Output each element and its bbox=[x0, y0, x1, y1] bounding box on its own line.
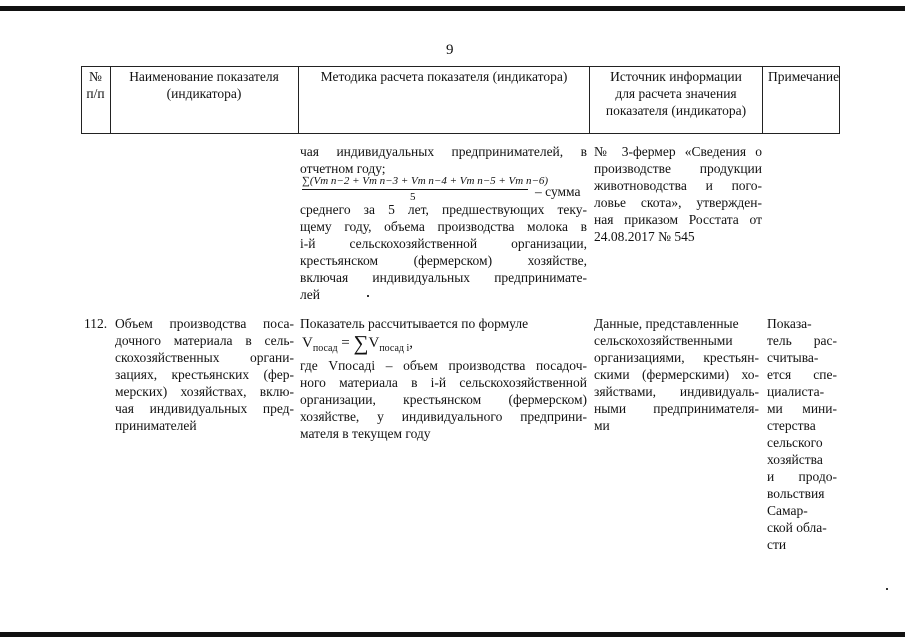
text-line: чая индивидуальных пред- bbox=[115, 401, 294, 416]
formula-comma: , bbox=[409, 335, 414, 351]
text-line: организации, крестьянском (фермерском) bbox=[300, 392, 587, 407]
text-line: сельского bbox=[767, 435, 823, 450]
header-method: Методика расчета показателя (индикатора) bbox=[320, 69, 568, 84]
text-line: среднего за 5 лет, предшествующих теку- bbox=[300, 202, 587, 217]
note-text bbox=[767, 315, 837, 553]
text-line: крестьянском (фермерском) хозяйстве, bbox=[300, 253, 587, 268]
text-line: зациях, крестьянских (фер- bbox=[115, 367, 294, 382]
col-divider bbox=[81, 66, 82, 134]
row-number: 112. bbox=[84, 316, 108, 331]
text-line: ными предпринимателя- bbox=[594, 401, 759, 416]
col-divider bbox=[298, 66, 299, 134]
text-line: ловье скота», утвержден- bbox=[594, 195, 762, 210]
text-line: организациями, крестьян- bbox=[594, 350, 759, 365]
formula-lhs: V bbox=[302, 335, 313, 351]
text-line: зяйствами, индивидуаль- bbox=[594, 384, 759, 399]
bottom-border bbox=[0, 632, 905, 637]
fraction-denominator: 5 bbox=[410, 191, 416, 203]
text-line: сти bbox=[767, 537, 787, 552]
scan-speck bbox=[367, 295, 369, 297]
col-divider bbox=[110, 66, 111, 134]
text-line: хозяйстве, у индивидуального предприни- bbox=[300, 409, 587, 424]
text-line: № 3-фермер «Сведения о bbox=[594, 144, 762, 159]
formula bbox=[302, 331, 413, 356]
text-line: производстве продукции bbox=[594, 161, 762, 176]
text-line: циалиста- bbox=[767, 384, 825, 399]
text-line: 24.08.2017 № 545 bbox=[594, 229, 695, 244]
text-line: ской обла- bbox=[767, 520, 827, 535]
text-line: где Vпосадi – объем производства посадоч- bbox=[300, 358, 587, 373]
method-intro: Показатель рассчитывается по формуле bbox=[300, 316, 529, 331]
text-line: хозяйства bbox=[767, 452, 823, 467]
text-line: чая индивидуальных предпринимателей, в bbox=[300, 144, 587, 159]
col-divider bbox=[762, 66, 763, 134]
continued-method-text bbox=[300, 143, 587, 177]
sum-label: – сумма bbox=[535, 184, 581, 199]
text-line: вольствия bbox=[767, 486, 825, 501]
text-line: Показа- bbox=[767, 316, 812, 331]
table-top-line bbox=[81, 66, 840, 67]
header-number: № п/п bbox=[86, 69, 105, 101]
text-line: мерских) хозяйствах, вклю- bbox=[115, 384, 294, 399]
text-line: считыва- bbox=[767, 350, 819, 365]
top-border bbox=[0, 6, 905, 11]
text-line: и продо- bbox=[767, 469, 837, 484]
continued-method-text-2 bbox=[300, 201, 587, 303]
text-line: лей bbox=[300, 287, 320, 302]
fraction-bar bbox=[302, 189, 528, 190]
continued-source-text bbox=[594, 143, 762, 245]
col-divider bbox=[589, 66, 590, 134]
formula-lhs-sub: посад bbox=[312, 343, 338, 354]
text-line: ного материала в i-й сельскохозяйственной bbox=[300, 375, 587, 390]
formula-rhs: V bbox=[368, 335, 380, 351]
fraction-numerator: ∑(Vm n−2 + Vm n−3 + Vm n−4 + Vm n−5 + Vm n−6) bbox=[302, 175, 549, 187]
text-line: ется спе- bbox=[767, 367, 837, 382]
text-line: стерства bbox=[767, 418, 816, 433]
text-line: щему году, объема производства молока в bbox=[300, 219, 587, 234]
scan-speck bbox=[886, 588, 888, 590]
text-line: отчетном году; bbox=[300, 161, 386, 176]
text-line: i-й сельскохозяйственной организации, bbox=[300, 236, 587, 251]
page-number: 9 bbox=[446, 42, 454, 58]
text-line: скохозяйственных органи- bbox=[115, 350, 294, 365]
method-text bbox=[300, 357, 587, 442]
header-bottom-line bbox=[81, 133, 840, 134]
text-line: сельскохозяйственными bbox=[594, 333, 733, 348]
formula-rhs-sub: посад i bbox=[379, 343, 410, 354]
text-line: ми bbox=[594, 418, 610, 433]
text-line: ная приказом Росстата от bbox=[594, 212, 762, 227]
text-line: мателя в текущем году bbox=[300, 426, 431, 441]
text-line: принимателей bbox=[115, 418, 197, 433]
sum-symbol: ∑ bbox=[353, 331, 369, 355]
header-source: Источник информации для расчета значения показателя (индикатора) bbox=[605, 69, 747, 118]
col-divider bbox=[839, 66, 840, 134]
text-line: дочного материала в сель- bbox=[115, 333, 294, 348]
text-line: скими (фермерскими) хо- bbox=[594, 367, 759, 382]
text-line: Данные, представленные bbox=[594, 316, 739, 331]
text-line: ми мини- bbox=[767, 401, 837, 416]
text-line: Объем производства поса- bbox=[115, 316, 294, 331]
text-line: включая индивидуальных предпринимате- bbox=[300, 270, 587, 285]
source-text bbox=[594, 315, 759, 434]
header-name: Наименование показателя (индикатора) bbox=[129, 69, 279, 101]
text-line: животноводства и пого- bbox=[594, 178, 762, 193]
text-line: тель рас- bbox=[767, 333, 837, 348]
text-line: Самар- bbox=[767, 503, 808, 518]
formula-eq: = bbox=[341, 335, 350, 351]
indicator-name bbox=[115, 315, 294, 434]
header-note: Примечание bbox=[768, 69, 840, 84]
